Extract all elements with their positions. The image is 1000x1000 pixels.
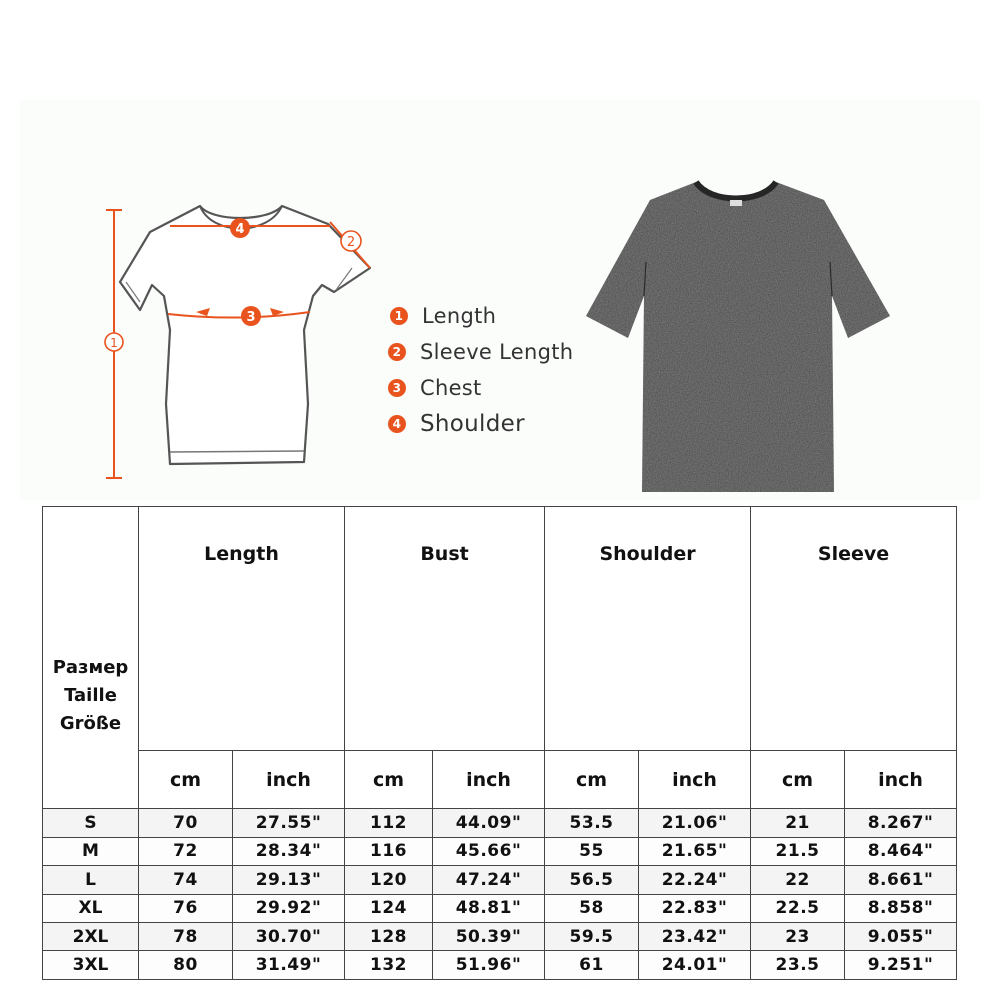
legend-label: Chest xyxy=(420,376,482,400)
size-cell: 3XL xyxy=(43,951,139,980)
unit-header: inch xyxy=(639,750,751,808)
measurement-cell: 47.24" xyxy=(433,866,545,894)
size-chart-table xyxy=(42,506,957,980)
measurement-cell: 29.13" xyxy=(233,866,345,894)
measurement-cell: 55 xyxy=(545,837,639,865)
measurement-cell: 9.055" xyxy=(845,923,957,951)
measurement-cell: 21.5 xyxy=(751,837,845,865)
measurement-cell: 44.09" xyxy=(433,809,545,837)
measurement-cell: 70 xyxy=(139,809,233,837)
measurement-cell: 132 xyxy=(345,951,433,980)
measurement-cell: 31.49" xyxy=(233,951,345,980)
measurement-cell: 22 xyxy=(751,866,845,894)
legend-badge-1: 1 xyxy=(390,307,408,325)
measurement-cell: 48.81" xyxy=(433,894,545,922)
measurement-cell: 22.83" xyxy=(639,894,751,922)
tshirt-product-photo xyxy=(584,178,894,498)
measurement-cell: 58 xyxy=(545,894,639,922)
measurement-cell: 30.70" xyxy=(233,923,345,951)
measurement-cell: 21.06" xyxy=(639,809,751,837)
marker-1-label: 1 xyxy=(110,336,118,350)
measurement-cell: 53.5 xyxy=(545,809,639,837)
group-header-sleeve: Sleeve xyxy=(751,507,957,751)
measurement-cell: 9.251" xyxy=(845,951,957,980)
measurement-cell: 28.34" xyxy=(233,837,345,865)
measurement-cell: 8.267" xyxy=(845,809,957,837)
measurement-cell: 112 xyxy=(345,809,433,837)
measurement-cell: 23 xyxy=(751,923,845,951)
measurement-cell: 21 xyxy=(751,809,845,837)
legend-label: Sleeve Length xyxy=(420,340,574,364)
group-header-length: Length xyxy=(139,507,345,751)
group-header-shoulder: Shoulder xyxy=(545,507,751,751)
marker-4-label: 4 xyxy=(235,222,245,237)
measurement-cell: 76 xyxy=(139,894,233,922)
size-cell: L xyxy=(43,866,139,894)
unit-header: inch xyxy=(433,750,545,808)
size-cell: 2XL xyxy=(43,923,139,951)
group-header-bust: Bust xyxy=(345,507,545,751)
measurement-cell: 124 xyxy=(345,894,433,922)
legend-item-shoulder xyxy=(388,406,588,442)
dark-tshirt-icon xyxy=(586,182,890,492)
table-row xyxy=(43,894,957,922)
measurement-cell: 22.5 xyxy=(751,894,845,922)
table-row xyxy=(43,837,957,865)
legend-item-length xyxy=(390,298,588,334)
marker-2-label: 2 xyxy=(346,235,356,250)
size-cell: XL xyxy=(43,894,139,922)
unit-header: inch xyxy=(233,750,345,808)
measurement-cell: 51.96" xyxy=(433,951,545,980)
unit-header: cm xyxy=(545,750,639,808)
table-row xyxy=(43,809,957,837)
measurement-cell: 56.5 xyxy=(545,866,639,894)
measurement-cell: 23.5 xyxy=(751,951,845,980)
measurement-cell: 45.66" xyxy=(433,837,545,865)
legend-label: Length xyxy=(422,304,497,328)
measurement-cell: 8.661" xyxy=(845,866,957,894)
size-label-ru: Размер xyxy=(52,656,129,678)
legend-item-sleeve-length xyxy=(388,334,588,370)
measurement-cell: 23.42" xyxy=(639,923,751,951)
table-row xyxy=(43,923,957,951)
measurement-cell: 24.01" xyxy=(639,951,751,980)
measurement-legend xyxy=(388,298,588,442)
legend-badge-4: 4 xyxy=(388,415,406,433)
unit-header: cm xyxy=(139,750,233,808)
unit-header: cm xyxy=(345,750,433,808)
measurement-cell: 8.464" xyxy=(845,837,957,865)
size-label-de: Größe xyxy=(59,712,122,734)
size-cell: S xyxy=(43,809,139,837)
measurement-cell: 120 xyxy=(345,866,433,894)
tshirt-outline-icon xyxy=(120,206,370,464)
tshirt-measurement-diagram xyxy=(0,0,400,500)
size-column-header xyxy=(43,507,139,809)
legend-badge-3: 3 xyxy=(388,379,406,397)
size-label-fr: Taille xyxy=(64,684,117,706)
measurement-cell: 29.92" xyxy=(233,894,345,922)
measurement-cell: 80 xyxy=(139,951,233,980)
table-row xyxy=(43,866,957,894)
legend-item-chest xyxy=(388,370,588,406)
marker-3-label: 3 xyxy=(246,310,256,325)
size-rows xyxy=(43,809,957,980)
size-cell: M xyxy=(43,837,139,865)
measurement-cell: 61 xyxy=(545,951,639,980)
measurement-cell: 8.858" xyxy=(845,894,957,922)
measurement-cell: 27.55" xyxy=(233,809,345,837)
unit-header: cm xyxy=(751,750,845,808)
measurement-cell: 59.5 xyxy=(545,923,639,951)
measurement-cell: 128 xyxy=(345,923,433,951)
legend-label: Shoulder xyxy=(420,411,525,437)
measurement-cell: 116 xyxy=(345,837,433,865)
neck-label-icon xyxy=(730,200,742,206)
measurement-cell: 21.65" xyxy=(639,837,751,865)
measurement-cell: 22.24" xyxy=(639,866,751,894)
unit-header: inch xyxy=(845,750,957,808)
measurement-cell: 78 xyxy=(139,923,233,951)
legend-badge-2: 2 xyxy=(388,343,406,361)
measurement-cell: 50.39" xyxy=(433,923,545,951)
measurement-cell: 72 xyxy=(139,837,233,865)
table-row xyxy=(43,951,957,980)
measurement-cell: 74 xyxy=(139,866,233,894)
